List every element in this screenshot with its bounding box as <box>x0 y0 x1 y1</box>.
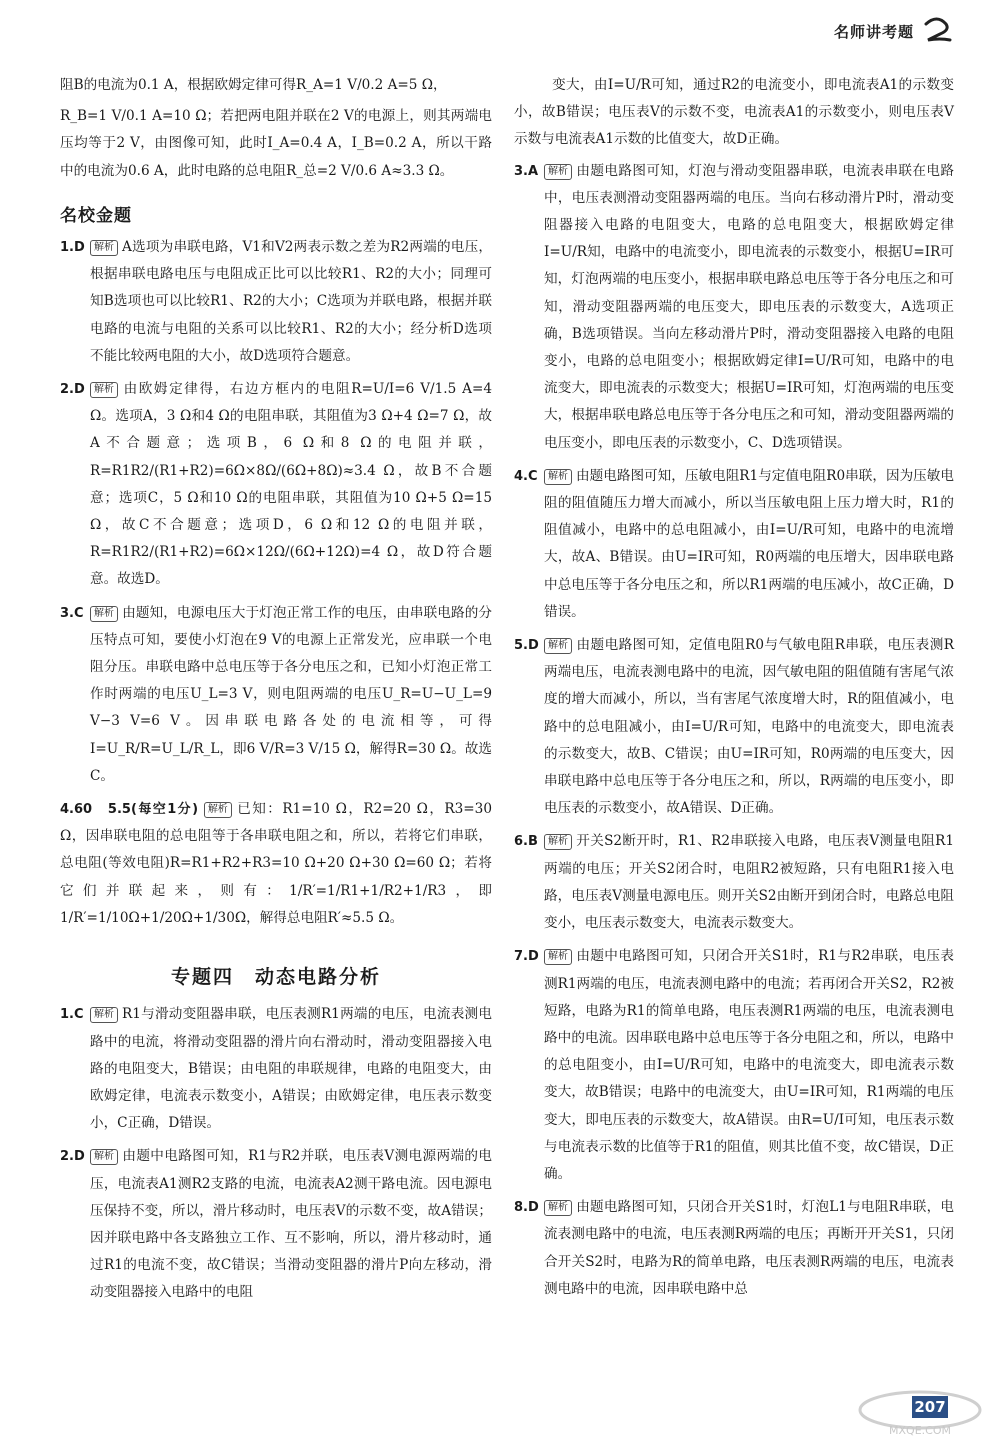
header-title: 名师讲考题 <box>833 22 914 41</box>
page-header <box>834 14 954 48</box>
answer-number: 8.D <box>514 1200 539 1216</box>
section-title: 名校金题 <box>60 205 132 226</box>
answer-item <box>60 376 492 594</box>
watermark-text: MXQE.COM <box>889 1424 951 1437</box>
analysis-tag: 解析 <box>90 240 118 256</box>
answer-text: 已知：R1=10 Ω，R2=20 Ω，R3=30 Ω，因串联电阻的总电阻等于各串联电阻之和，所以，若将它们串联，总电阻(等效电阻)R=R1+R2+R3=10 Ω+20 Ω+30 Ω=60 Ω；若将它们并联起来，则有：1/R′=1/R1+1/R2+1/R3，即1/R′=1/10Ω+1/20Ω+1/30Ω，解得总电阻R′≈5.5 Ω。 <box>60 801 492 926</box>
answer-text: A选项为串联电路，V1和V2两表示数之差为R2两端的电压，根据串联电路电压与电阻成正比可以比较R1、R2的大小；同理可知B选项也可以比较R1、R2的大小；C选项为并联电路，根据并联电路的电流与电阻的关系可以比较R1、R2的大小；经分析D选项不能比较两电阻的大小，故D选项符合题意。 <box>90 239 492 364</box>
analysis-tag: 解析 <box>90 606 118 622</box>
answer-text: 由题电路图可知，定值电阻R0与气敏电阻R串联，电压表测R两端电压，电流表测电路中的电流，因气敏电阻的阻值随有害尾气浓度的增大而减小，所以，当有害尾气浓度增大时，R的阻值减小，电路中的总电阻减小，由I=U/R可知，电路中的电流变大，即电流表的示数变大，故B、C错误；由U=IR可知，R0两端的电压变大，因串联电路中总电压等于各分电压之和，所以，R两端的电压变小，即电压表的示数变小，故A错误、D正确。 <box>544 637 954 817</box>
answer-number: 5.D <box>514 638 539 654</box>
answer-number: 4.60 5.5(每空1分) <box>60 802 199 818</box>
answer-item <box>60 1001 492 1137</box>
analysis-tag: 解析 <box>90 1007 118 1023</box>
answer-item <box>514 632 954 822</box>
analysis-tag: 解析 <box>544 469 572 485</box>
answer-number: 6.B <box>514 834 538 850</box>
answer-text: 由题中电路图可知，R1与R2并联，电压表V测电源两端的电压，电流表A1测R2支路的电流，电流表A2测干路电流。因电源电压保持不变，所以，滑片移动时，电压表V的示数不变，故A错误；因并联电路中各支路独立工作、互不影响，所以，滑片移动时，通过R1的电流不变，故C错误；当滑动变阻器的滑片P向左移动，滑动变阻器接入电路中的电阻 <box>90 1148 492 1301</box>
analysis-tag: 解析 <box>90 1149 118 1165</box>
header-logo-icon <box>920 16 954 46</box>
answer-text: 由题中电路图可知，只闭合开关S1时，R1与R2串联，电压表测R1两端的电压，电流表测电路中的电流；若再闭合开关S2，R2被短路，电路为R1的简单电路，电压表测R1两端的电压，电流表测电路中的电流。因串联电路中总电压等于各分电阻之和，所以，电路中的总电阻变小，由I=U/R可知，电路中的电流变大，即电流表示数变大，故B错误；电路中的电流变大，由U=IR可知，R1两端的电压变大，即电压表的示数变大，故A错误。由R=U/I可知，电压表示数与电流表示数的比值等于R1的阻值，则其比值不变，故C错误，D正确。 <box>544 948 954 1182</box>
answer-text: R1与滑动变阻器串联，电压表测R1两端的电压，电流表测电路中的电流，将滑动变阻器的滑片向右滑动时，滑动变阻器接入电路的电阻变大，B错误；由电阻的串联规律，电路的电阻变大，由欧姆定律，电流表示数变小，A错误；由欧姆定律，电压表示数变小，C正确，D错误。 <box>90 1006 492 1132</box>
intro-paragraph: 变大，由I=U/R可知，通过R2的电流变小，即电流表A1的示数变小，故B错误；电压表V的示数不变，电流表A1的示数变小，则电压表V示数与电流表A1示数的比值变大，故D正确。 <box>514 77 954 148</box>
answer-number: 2.D <box>60 1149 85 1165</box>
answer-item <box>514 1194 954 1303</box>
analysis-tag: 解析 <box>544 1200 572 1216</box>
page-number: 207 <box>912 1396 948 1418</box>
intro-paragraph: 阻B的电流为0.1 A，根据欧姆定律可得R_A=1 V/0.2 A=5 Ω， <box>60 77 447 93</box>
answer-text: 由题知，电源电压大于灯泡正常工作的电压，由串联电路的分压特点可知，要使小灯泡在9 V的电源上正常发光，应串联一个电阻分压。串联电路中总电压等于各分电压之和，已知小灯泡正常工作时两端的电压U_L=3 V，则电阻两端的电压U_R=U−U_L=9 V−3 V=6 V。因串联电路各处的电流相等，可得I=U_R/R=U_L/R_L，即6 V/R=3 V/15 Ω，解得R=30 Ω。故选C。 <box>90 604 492 784</box>
answer-text: 开关S2断开时，R1、R2串联接入电路，电压表V测量电阻R1两端的电压；开关S2闭合时，电阻R2被短路，只有电阻R1接入电路，电压表V测量电源电压。则开关S2由断开到闭合时，电路总电阻变小，电压表示数变大，电流表示数变大。 <box>544 833 954 932</box>
answer-item <box>514 463 954 626</box>
answer-item <box>60 600 492 790</box>
answer-text: 由题电路图可知，压敏电阻R1与定值电阻R0串联，因为压敏电阻的阻值随压力增大而减小，所以当压敏电阻上压力增大时，R1的阻值减小，电路中的总电阻减小，由I=U/R可知，电路中的电流增大，故A、B错误。由U=IR可知，R0两端的电压增大，因串联电路中总电压等于各分电压之和，所以R1两端的电压减小，故C正确，D错误。 <box>544 467 954 620</box>
answer-number: 7.D <box>514 949 539 965</box>
answer-item <box>514 828 954 937</box>
analysis-tag: 解析 <box>544 164 572 180</box>
analysis-tag: 解析 <box>544 949 572 965</box>
answer-number: 2.D <box>60 382 85 398</box>
analysis-tag: 解析 <box>544 638 572 654</box>
topic-title: 专题四 动态电路分析 <box>170 966 381 989</box>
analysis-tag: 解析 <box>90 382 118 398</box>
answer-text: 由题电路图可知，灯泡与滑动变阻器串联，电流表串联在电路中，电压表测滑动变阻器两端的电压。当向右移动滑片P时，滑动变阻器接入电路的电阻变大，电路的总电阻变大，根据欧姆定律I=U/R知，电路中的电流变小，即电流表的示数变小，根据U=IR可知，灯泡两端的电压变小，根据串联电路总电压等于各分电压之和可知，滑动变阻器两端的电压变大，即电压表的示数变大，A选项正确，B选项错误。当向左移动滑片P时，滑动变阻器接入电路的电阻变小，电路的总电阻变小；根据欧姆定律I=U/R可知，电路中的电流变大，即电流表的示数变大；根据U=IR可知，灯泡两端的电压变大，根据串联电路总电压等于各分电压之和可知，滑动变阻器两端的电压变小，即电压表的示数变小，C、D选项错误。 <box>544 162 954 451</box>
answer-number: 1.C <box>60 1007 84 1023</box>
answer-text: 由题电路图可知，只闭合开关S1时，灯泡L1与电阻R串联，电流表测电路中的电流，电压表测R两端的电压；再断开开关S1，只闭合开关S2时，电路为R的简单电路，电压表测R两端的电压，电流表测电路中的电流，因串联电路中总 <box>544 1199 954 1297</box>
analysis-tag: 解析 <box>204 802 232 818</box>
answer-number: 4.C <box>514 468 538 484</box>
answer-number: 3.A <box>514 163 539 179</box>
answer-item <box>514 943 954 1188</box>
intro-paragraph: R_B=1 V/0.1 A=10 Ω；若把两电阻并联在2 V的电源上，则其两端电压均等于2 V，由图像可知，此时I_A=0.4 A，I_B=0.2 A，所以干路中的电流为0.6 A，此时电路的总电阻R_总=2 V/0.6 A≈3.3 Ω。 <box>60 108 492 179</box>
right-column <box>514 72 954 1309</box>
answer-item <box>60 1143 492 1306</box>
answer-text: 由欧姆定律得，右边方框内的电阻R=U/I=6 V/1.5 A=4 Ω。选项A，3 Ω和4 Ω的电阻串联，其阻值为3 Ω+4 Ω=7 Ω，故A不合题意；选项B，6 Ω和8 Ω的电阻并联，R=R1R2/(R1+R2)=6Ω×8Ω/(6Ω+8Ω)≈3.4 Ω，故B不合题意；选项C，5 Ω和10 Ω的电阻串联，其阻值为10 Ω+5 Ω=15 Ω，故C不合题意；选项D，6 Ω和12 Ω的电阻并联，R=R1R2/(R1+R2)=6Ω×12Ω/(6Ω+12Ω)=4 Ω，故D符合题意。故选D。 <box>90 381 492 588</box>
answer-item <box>60 796 492 932</box>
analysis-tag: 解析 <box>544 834 572 850</box>
answer-number: 1.D <box>60 240 85 256</box>
answer-item <box>60 234 492 370</box>
left-column <box>60 72 492 1313</box>
answer-item <box>514 158 954 457</box>
answer-number: 3.C <box>60 605 84 621</box>
